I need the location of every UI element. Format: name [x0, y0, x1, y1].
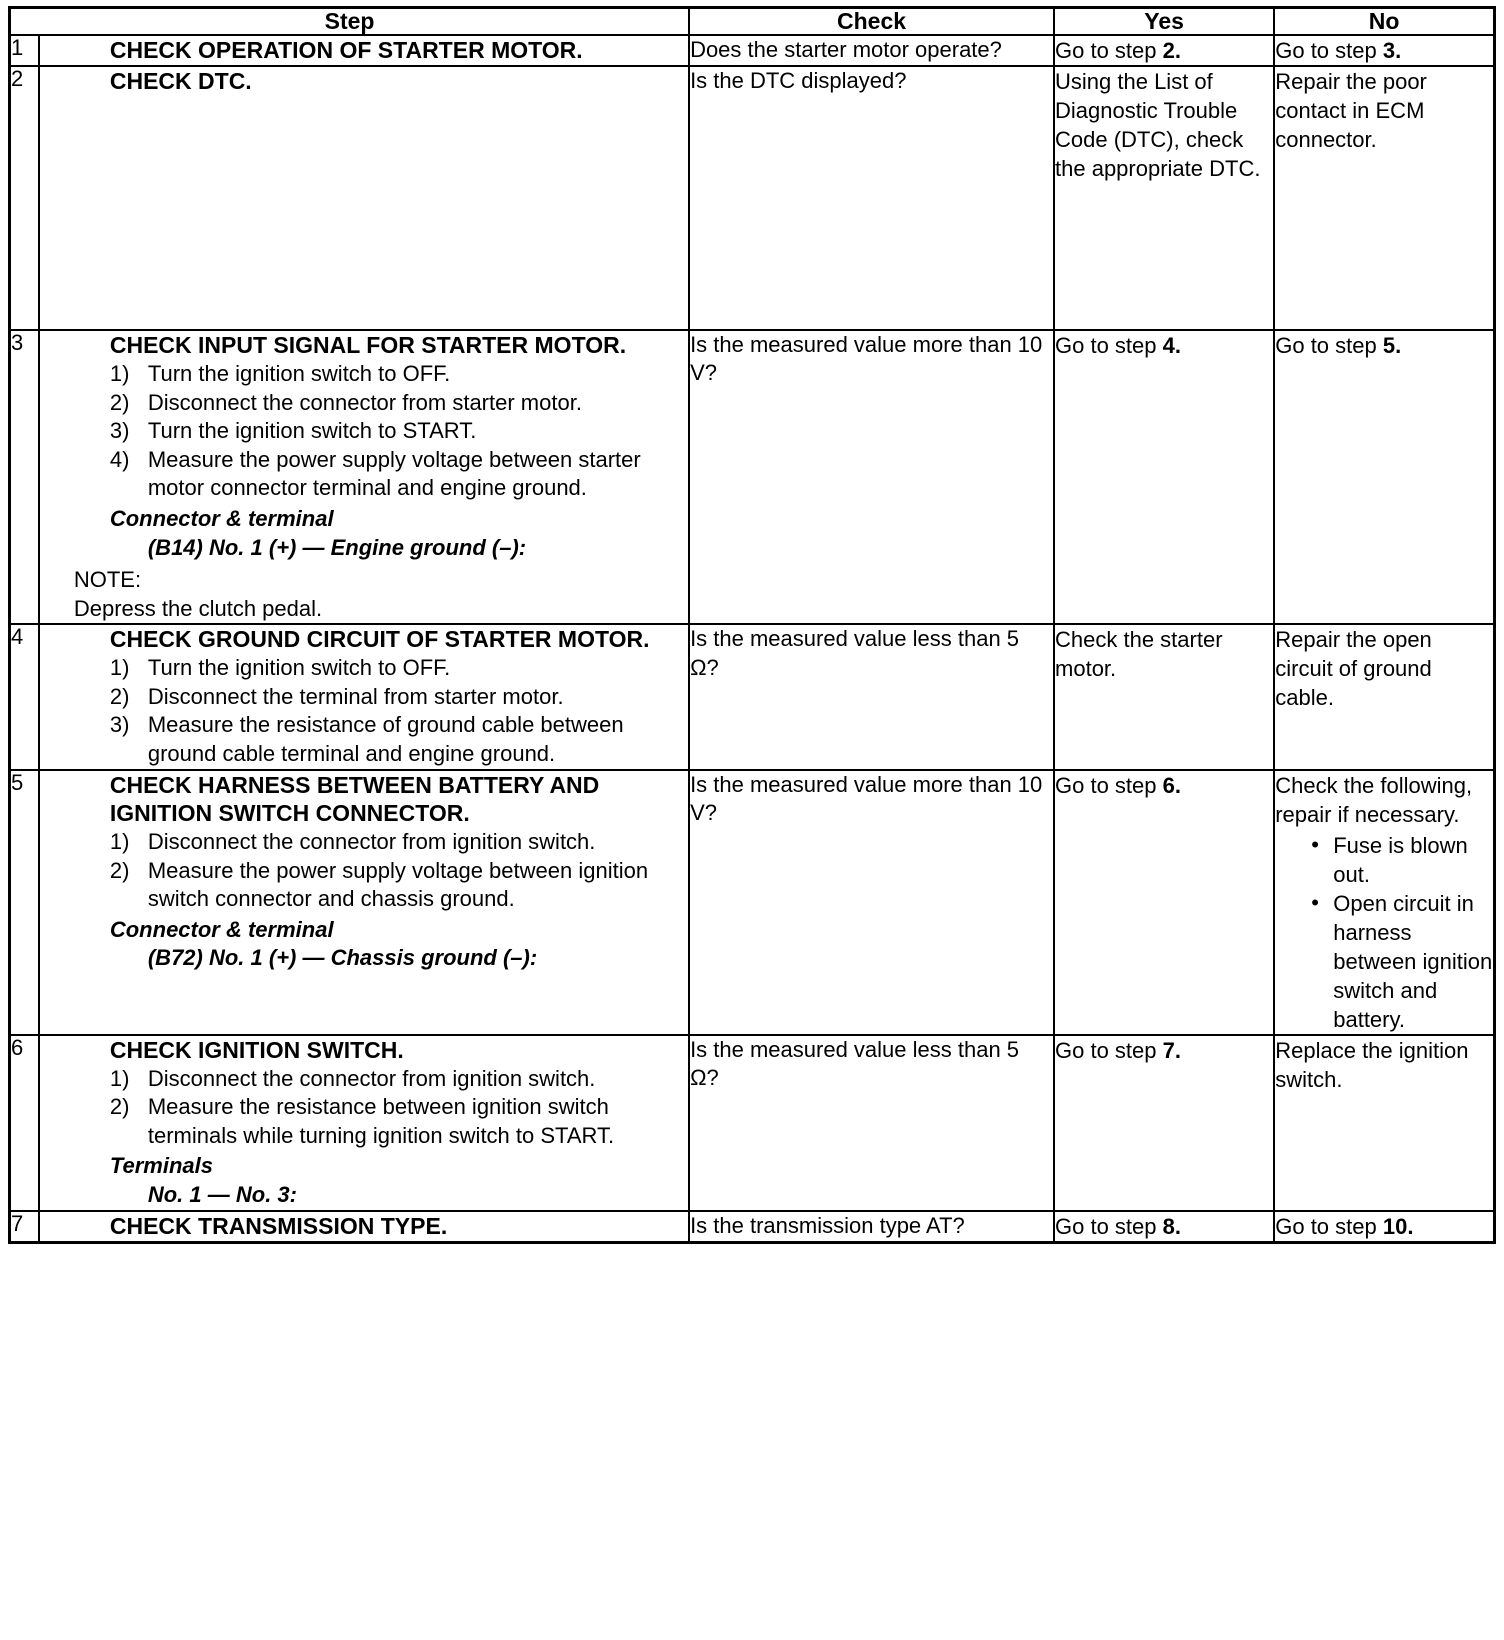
yes-step-ref: 4. [1162, 333, 1181, 359]
table-row [10, 1035, 1495, 1211]
check-description: Is the DTC displayed? [689, 66, 1054, 330]
substep-item [40, 360, 688, 389]
substep-text: Turn the ignition switch to OFF. [147, 655, 451, 681]
yes-step-ref: 6. [1162, 772, 1181, 798]
step-title: CHECK HARNESS BETWEEN BATTERY AND IGNITION SWITCH CONNECTOR. [109, 771, 600, 827]
no-bullet-text: Fuse is blown out. [1333, 832, 1468, 887]
substep-list [40, 360, 688, 503]
yes-text: Go to step [1055, 333, 1163, 359]
substep-marker: 2) [109, 857, 130, 883]
substep-marker: 2) [109, 389, 130, 415]
step-number: 4 [10, 624, 39, 769]
bullet-icon: • [1311, 889, 1319, 915]
yes-text: Go to step [1055, 1213, 1163, 1239]
table-row [10, 35, 1495, 66]
connector-heading: Connector & terminal [109, 506, 334, 532]
substep-item [40, 828, 688, 857]
check-description: Is the measured value more than 10 V? [689, 770, 1054, 1035]
yes-step-ref: 7. [1162, 1037, 1181, 1063]
substep-list [40, 1065, 688, 1151]
substep-marker: 3) [109, 418, 130, 444]
no-text: Check the following, repair if necessary. [1275, 772, 1473, 827]
substep-item [40, 417, 688, 446]
step-title: CHECK OPERATION OF STARTER MOTOR. [109, 37, 583, 64]
step-number: 5 [10, 770, 39, 1035]
note-text: Depress the clutch pedal. [73, 595, 323, 621]
substep-marker: 2) [109, 1094, 130, 1120]
table-row [10, 1211, 1495, 1243]
no-step-ref: 10. [1382, 1213, 1414, 1239]
substep-item [40, 1065, 688, 1094]
step-number: 2 [10, 66, 39, 330]
no-step-ref: 3. [1382, 38, 1402, 64]
column-header-check: Check [689, 8, 1054, 36]
column-header-yes: Yes [1054, 8, 1274, 36]
table-header-row [10, 8, 1495, 36]
step-title: CHECK IGNITION SWITCH. [109, 1036, 404, 1063]
substep-text: Disconnect the connector from ignition switch. [147, 1065, 596, 1091]
substep-text: Turn the ignition switch to START. [147, 418, 477, 444]
substep-item [40, 446, 688, 503]
yes-text: Go to step [1055, 1037, 1163, 1063]
no-action [1274, 770, 1494, 1035]
substep-marker: 1) [109, 1065, 130, 1091]
step-description [39, 624, 689, 769]
column-header-no: No [1274, 8, 1494, 36]
substep-list [40, 828, 688, 914]
no-text: Go to step [1275, 333, 1383, 359]
step-description [39, 770, 689, 1035]
substep-item [40, 389, 688, 418]
yes-step-ref: 8. [1162, 1213, 1181, 1239]
no-bullet-text: Open circuit in harness between ignition switch and battery. [1333, 890, 1493, 1032]
yes-text: Go to step [1055, 772, 1163, 798]
substep-item [40, 683, 688, 712]
substep-text: Measure the power supply voltage between starter motor connector terminal and engine ground. [147, 446, 641, 501]
no-action [1274, 35, 1494, 66]
step-title: CHECK TRANSMISSION TYPE. [109, 1212, 448, 1239]
step-title: CHECK DTC. [109, 68, 252, 95]
step-number: 3 [10, 330, 39, 624]
substep-marker: 2) [109, 683, 130, 709]
check-description: Is the measured value less than 5 Ω? [689, 1035, 1054, 1211]
yes-action [1054, 1035, 1274, 1211]
no-action [1274, 330, 1494, 624]
step-description [39, 35, 689, 66]
connector-terminal-value: No. 1 — No. 3: [147, 1181, 297, 1207]
yes-step-ref: 2. [1162, 38, 1181, 64]
substep-text: Disconnect the terminal from starter motor. [147, 683, 564, 709]
substep-marker: 1) [109, 829, 130, 855]
substep-marker: 3) [109, 712, 130, 738]
substep-marker: 4) [109, 446, 130, 472]
note-label: NOTE: [73, 567, 142, 593]
diagnostic-procedure-table [8, 6, 1496, 1244]
check-description: Does the starter motor operate? [689, 35, 1054, 66]
check-description: Is the measured value more than 10 V? [689, 330, 1054, 624]
step-description [39, 330, 689, 624]
substep-item [40, 654, 688, 683]
yes-action: Check the starter motor. [1054, 624, 1274, 769]
no-text: Go to step [1275, 38, 1383, 64]
substep-marker: 1) [109, 655, 130, 681]
no-action: Repair the open circuit of ground cable. [1274, 624, 1494, 769]
yes-action [1054, 330, 1274, 624]
no-text: Go to step [1275, 1213, 1383, 1239]
step-title: CHECK GROUND CIRCUIT OF STARTER MOTOR. [109, 626, 650, 653]
step-number: 1 [10, 35, 39, 66]
step-description [39, 1211, 689, 1243]
yes-action [1054, 770, 1274, 1035]
substep-text: Measure the resistance between ignition switch terminals while turning ignition switch to START. [147, 1094, 615, 1148]
bullet-icon: • [1311, 831, 1319, 857]
table-header [10, 8, 1495, 36]
column-header-step: Step [10, 8, 690, 36]
substep-item [40, 1093, 688, 1150]
substep-marker: 1) [109, 361, 130, 387]
connector-terminal-value: (B72) No. 1 (+) — Chassis ground (–): [147, 945, 538, 971]
check-description: Is the transmission type AT? [689, 1211, 1054, 1243]
table-row [10, 66, 1495, 330]
connector-terminal-value: (B14) No. 1 (+) — Engine ground (–): [147, 534, 527, 560]
step-number: 6 [10, 1035, 39, 1211]
substep-text: Measure the resistance of ground cable between ground cable terminal and engine ground. [147, 712, 624, 766]
connector-heading: Connector & terminal [109, 916, 334, 942]
step-description [39, 66, 689, 330]
substep-item [40, 857, 688, 914]
yes-action: Using the List of Diagnostic Trouble Code (DTC), check the appropriate DTC. [1054, 66, 1274, 330]
yes-action [1054, 1211, 1274, 1243]
substep-list [40, 654, 688, 768]
no-action: Replace the ignition switch. [1274, 1035, 1494, 1211]
substep-item [40, 711, 688, 768]
table-row [10, 770, 1495, 1035]
step-title: CHECK INPUT SIGNAL FOR STARTER MOTOR. [109, 332, 627, 359]
yes-action [1054, 35, 1274, 66]
no-bullet-list [1275, 831, 1493, 1034]
substep-text: Disconnect the connector from starter motor. [147, 389, 582, 415]
table-body [10, 35, 1495, 1242]
no-bullet-item [1301, 889, 1493, 1034]
step-number: 7 [10, 1211, 39, 1243]
no-step-ref: 5. [1382, 333, 1402, 359]
yes-text: Go to step [1055, 38, 1163, 64]
substep-text: Turn the ignition switch to OFF. [147, 361, 451, 387]
step-description [39, 1035, 689, 1211]
check-description: Is the measured value less than 5 Ω? [689, 624, 1054, 769]
no-bullet-item [1301, 831, 1493, 889]
no-action: Repair the poor contact in ECM connector. [1274, 66, 1494, 330]
table-row [10, 330, 1495, 624]
table-row [10, 624, 1495, 769]
no-action [1274, 1211, 1494, 1243]
substep-text: Measure the power supply voltage between ignition switch connector and chassis ground. [147, 857, 649, 912]
substep-text: Disconnect the connector from ignition switch. [147, 829, 596, 855]
connector-heading: Terminals [109, 1153, 213, 1179]
